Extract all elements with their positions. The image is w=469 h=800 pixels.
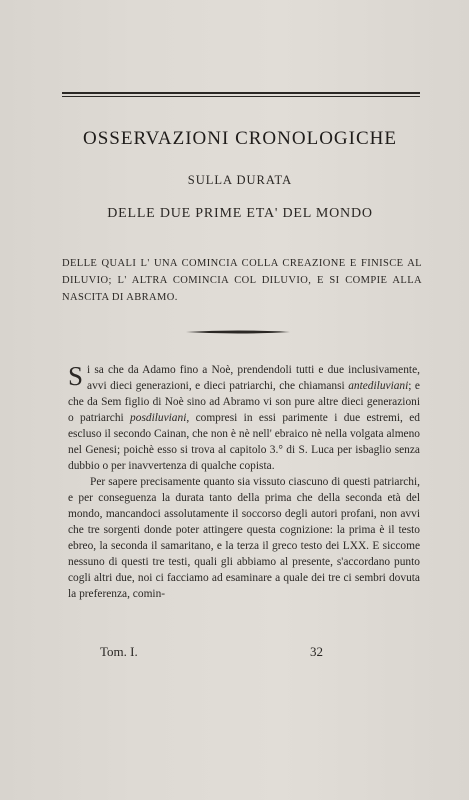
term-antediluviani: antediluviani [348, 380, 409, 392]
paragraph-1-part-a: i sa che da Adamo fino a Noè, prendendoli tutti e due inclusivamente, avvi dieci generazioni, e dieci patriarchi, che chiamansi [87, 364, 420, 392]
page-number: 32 [310, 644, 323, 659]
chapter-summary: DELLE QUALI L' UNA COMINCIA COLLA CREAZIONE E FINISCE AL DILUVIO; L' ALTRA COMINCIA COL DILUVIO, E SI COMPIE ALLA NASCITA DI ABRAMO. [62, 258, 422, 303]
paragraph-1-part-c: , compresi in essi parimente i due estremi, ed escluso il secondo Cainan, che non è nè nell' ebraico nè nella volgata almeno nel Genesi; poichè esso si trova al capitolo 3.° di S. Luca per isbaglio senza dubbio o per inavvertenza di qualche copista. [68, 412, 421, 472]
term-posdiluviani: posdiluviani [130, 412, 187, 424]
paragraph-1 [68, 362, 420, 474]
drop-capital: S [68, 361, 84, 391]
main-text [68, 362, 420, 602]
subtitle-second: DELLE DUE PRIME ETA' DEL MONDO [107, 206, 373, 221]
subtitle-first: SULLA DURATA [187, 173, 293, 187]
ornamental-rule [186, 330, 290, 334]
header-double-rule [62, 92, 420, 97]
paragraph-2: Per sapere precisamente quanto sia vissuto ciascuno di questi patriarchi, e per conseguenza la durata tanto della prima che della seconda età del mondo, mancandoci assolutamente il soccorso degli autori profani, non avvi che tre sorgenti donde poter attingere questa cognizione: la prima è il testo ebreo, la seconda il samaritano, e la terza il greco testo dei LXX. E siccome nessuno di questi tre testi, quali gli abbiamo al presente, s'accordano punto cogli altri due, noi ci facciamo ad esaminare a quale dei tre ci sembri dovuta la preferenza, comin- [68, 476, 420, 600]
page-title: OSSERVAZIONI CRONOLOGICHE [83, 128, 397, 149]
volume-signature: Tom. I. [100, 644, 138, 659]
paragraph-1-part-b: ; e che da Sem figlio di Noè sino ad Abramo vi son pure altre dieci generazioni o patriarchi [68, 380, 420, 424]
